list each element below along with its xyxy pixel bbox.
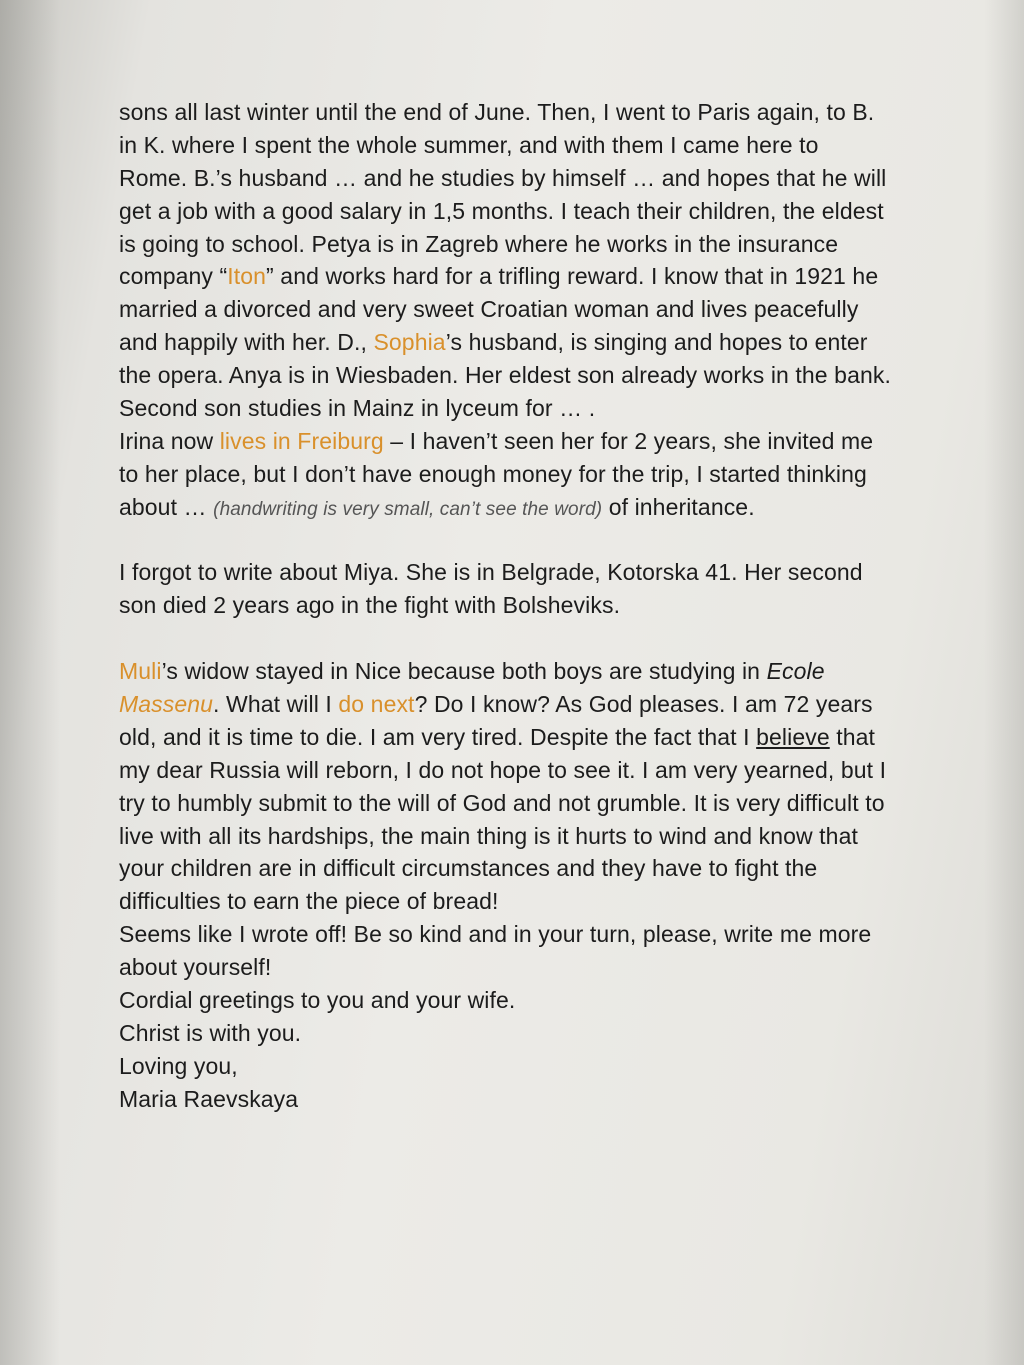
text-line: your children are in difficult circumstances and they have to fight the (119, 855, 818, 882)
text-line: my dear Russia will reborn, I do not hope to see it. I am very yearned, but I (119, 756, 887, 783)
text-line: about yourself! (119, 954, 272, 981)
highlighted-school-massenu: Massenu (119, 691, 214, 718)
text-line: to her place, but I don’t have enough money for the trip, I started thinking (119, 460, 867, 487)
highlighted-do-next: do next (338, 691, 415, 718)
text-segment: that (829, 723, 875, 750)
text-line: is going to school. Petya is in Zagreb where he works in the insurance (119, 230, 839, 257)
text-line: Rome. B.’s husband … and he studies by himself … and hopes that he will (119, 164, 887, 191)
text-line: married a divorced and very sweet Croatian woman and lives peacefully (119, 296, 859, 323)
letter-body (119, 96, 979, 1116)
text-segment: ” and works hard for a trifling reward. I know that in 1921 he (266, 263, 879, 290)
paragraph-spacer (119, 524, 979, 557)
text-line: get a job with a good salary in 1,5 months. I teach their children, the eldest (119, 197, 884, 224)
text-line (119, 425, 979, 458)
highlighted-name-sophia: Sophia (373, 329, 446, 356)
text-line: difficulties to earn the piece of bread! (119, 888, 499, 915)
text-line: live with all its hardships, the main thing is it hurts to wind and know that (119, 822, 858, 849)
text-line (119, 655, 979, 688)
text-segment: Irina now (119, 427, 220, 454)
text-line (119, 491, 979, 524)
text-line (119, 326, 979, 359)
text-segment: ’s husband, is singing and hopes to enter (445, 329, 868, 356)
text-line: Loving you, (119, 1052, 238, 1079)
text-line: the opera. Anya is in Wiesbaden. Her eldest son already works in the bank. (119, 362, 891, 389)
text-line: in K. where I spent the whole summer, and with them I came here to (119, 131, 819, 158)
text-segment: about … (119, 493, 214, 520)
page-shadow-left (0, 0, 60, 1365)
text-line (119, 260, 979, 293)
text-line (119, 688, 979, 721)
text-line (119, 721, 979, 754)
highlighted-place-freiburg: lives in Freiburg (219, 427, 384, 454)
paragraph-closing (119, 655, 979, 1115)
text-line: son died 2 years ago in the fight with Bolsheviks. (119, 592, 621, 619)
paragraph-family-news (119, 96, 979, 524)
text-segment: old, and it is time to die. I am very tired. Despite the fact that I (119, 723, 757, 750)
text-line: Seems like I wrote off! Be so kind and in your turn, please, write me more (119, 921, 872, 948)
text-segment: of inheritance. (602, 493, 755, 520)
text-line: Christ is with you. (119, 1019, 302, 1046)
translator-note: (handwriting is very small, can’t see the word) (213, 498, 603, 520)
text-segment: company “ (119, 263, 228, 290)
paragraph-miya (119, 556, 979, 622)
paragraph-spacer (119, 622, 979, 655)
text-segment: and happily with her. D., (119, 329, 374, 356)
text-line: I forgot to write about Miya. She is in Belgrade, Kotorska 41. Her second (119, 559, 863, 586)
underlined-believe: believe (756, 723, 830, 750)
signature: Maria Raevskaya (119, 1085, 299, 1112)
text-segment: – I haven’t seen her for 2 years, she invited me (383, 427, 874, 454)
text-segment: ’s widow stayed in Nice because both boys are studying in (161, 658, 767, 685)
text-segment: ? Do I know? As God pleases. I am 72 years (414, 691, 873, 718)
italic-school-name: Ecole (766, 658, 825, 685)
highlighted-name-muli: Muli (119, 658, 162, 685)
text-line: Second son studies in Mainz in lyceum for … . (119, 395, 596, 422)
text-segment: . What will I (213, 691, 339, 718)
text-line: try to humbly submit to the will of God and not grumble. It is very difficult to (119, 789, 885, 816)
highlighted-name-iton: Iton (227, 263, 267, 290)
text-line: sons all last winter until the end of June. Then, I went to Paris again, to B. (119, 99, 875, 125)
page-shadow-right (984, 0, 1024, 1365)
text-line: Cordial greetings to you and your wife. (119, 987, 516, 1014)
